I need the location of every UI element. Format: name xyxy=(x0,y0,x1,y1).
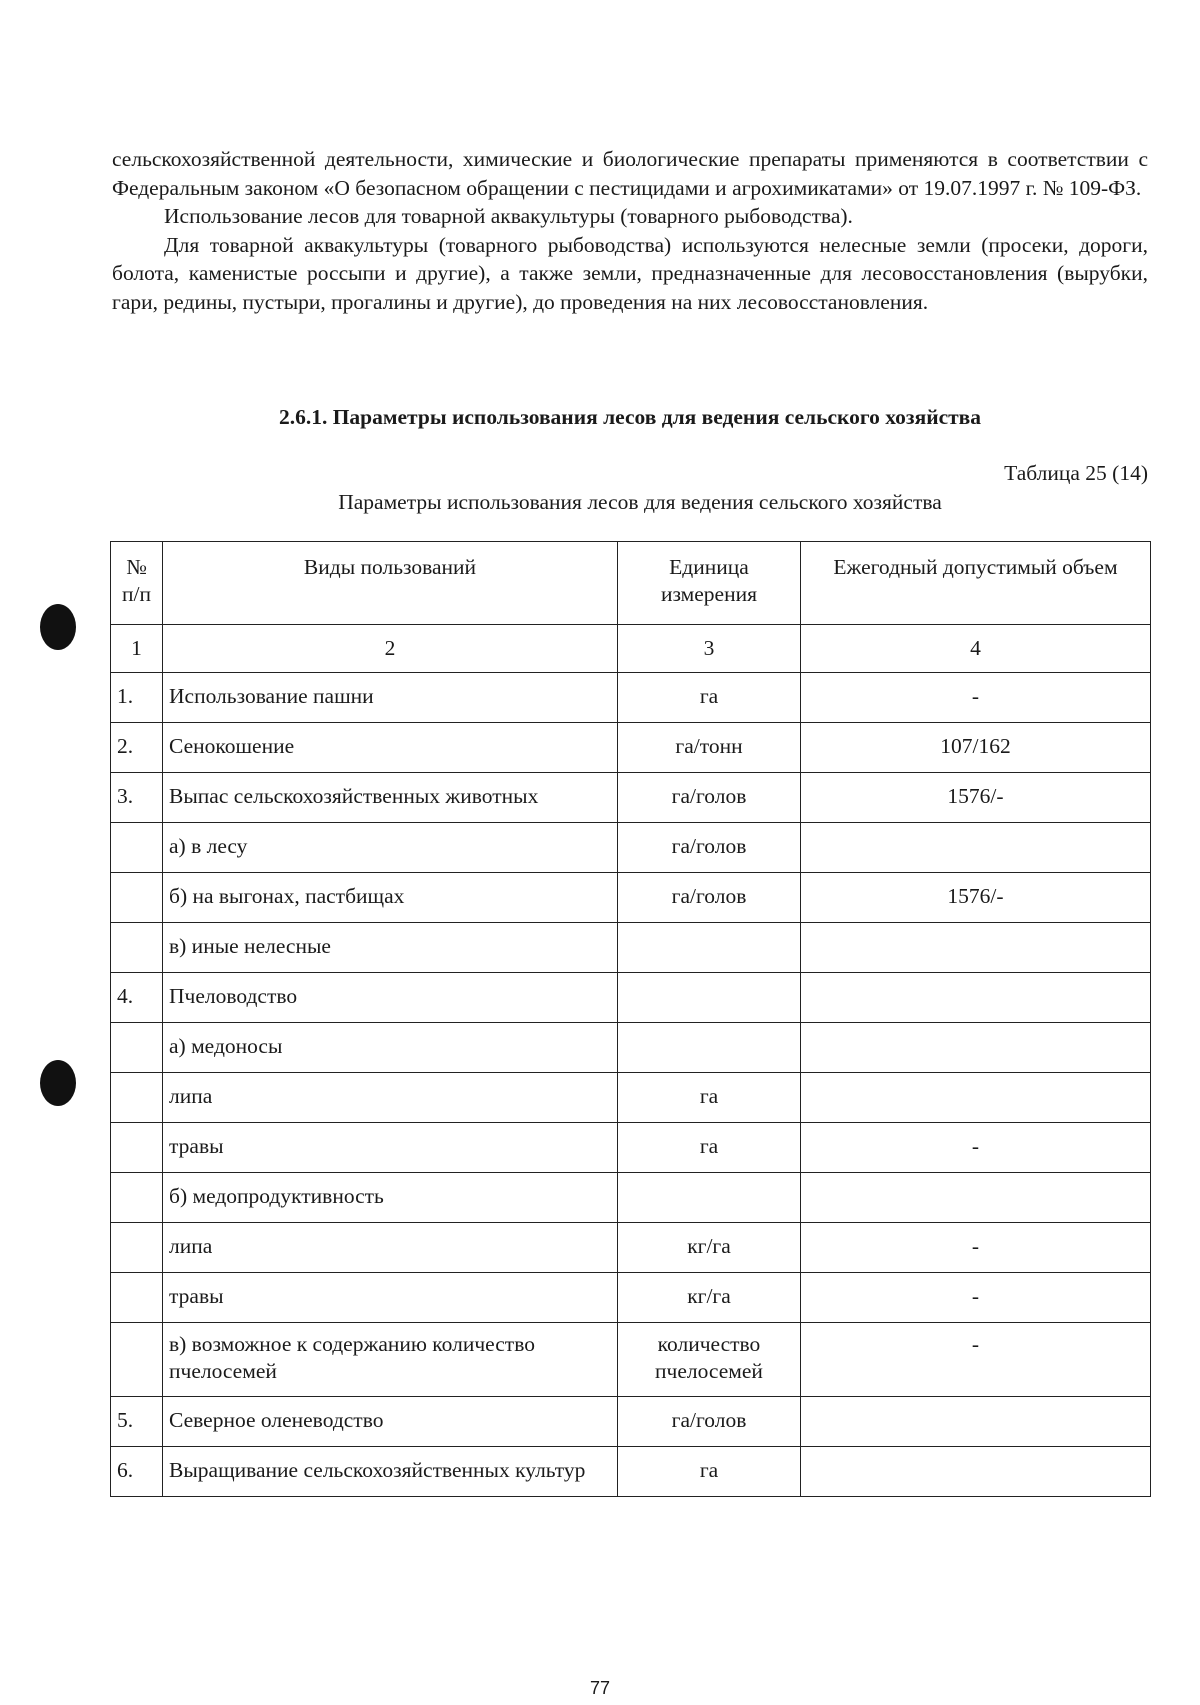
unit-cell: га xyxy=(618,1073,801,1123)
header-cell: Единица измерения xyxy=(618,542,801,625)
usage-type-cell: а) в лесу xyxy=(163,823,618,873)
column-number-cell: 3 xyxy=(618,625,801,673)
table-row xyxy=(111,723,1151,773)
table-title: Параметры использования лесов для ведения сельского хозяйства xyxy=(338,490,942,514)
unit-cell: га/голов xyxy=(618,823,801,873)
volume-cell: 1576/- xyxy=(801,873,1151,923)
table-row xyxy=(111,923,1151,973)
volume-cell xyxy=(801,1073,1151,1123)
volume-cell: - xyxy=(801,1323,1151,1397)
row-number-cell: 3. xyxy=(111,773,163,823)
volume-cell: - xyxy=(801,673,1151,723)
column-number-row xyxy=(111,625,1151,673)
unit-cell xyxy=(618,923,801,973)
volume-cell: 1576/- xyxy=(801,773,1151,823)
unit-cell: га/тонн xyxy=(618,723,801,773)
row-number-cell xyxy=(111,1123,163,1173)
usage-type-cell: Использование пашни xyxy=(163,673,618,723)
usage-type-cell: Сенокошение xyxy=(163,723,618,773)
row-number-cell xyxy=(111,1323,163,1397)
usage-type-cell: в) возможное к содержанию количество пчелосемей xyxy=(163,1323,618,1397)
column-number-cell: 4 xyxy=(801,625,1151,673)
table-row xyxy=(111,873,1151,923)
usage-type-cell: б) медопродуктивность xyxy=(163,1173,618,1223)
unit-cell xyxy=(618,973,801,1023)
row-number-cell xyxy=(111,1273,163,1323)
header-cell: Виды пользований xyxy=(163,542,618,625)
usage-type-cell: Пчеловодство xyxy=(163,973,618,1023)
unit-cell xyxy=(618,1023,801,1073)
table-row xyxy=(111,773,1151,823)
volume-cell xyxy=(801,923,1151,973)
usage-type-cell: липа xyxy=(163,1223,618,1273)
usage-type-cell: липа xyxy=(163,1073,618,1123)
row-number-cell: 1. xyxy=(111,673,163,723)
usage-type-cell: Выращивание сельскохозяйственных культур xyxy=(163,1447,618,1497)
table-row xyxy=(111,1397,1151,1447)
row-number-cell: 2. xyxy=(111,723,163,773)
row-number-cell xyxy=(111,1023,163,1073)
column-number-cell: 2 xyxy=(163,625,618,673)
row-number-cell xyxy=(111,923,163,973)
row-number-cell xyxy=(111,1223,163,1273)
table-row xyxy=(111,1447,1151,1497)
usage-type-cell: травы xyxy=(163,1273,618,1323)
column-number-cell: 1 xyxy=(111,625,163,673)
row-number-cell: 6. xyxy=(111,1447,163,1497)
binder-hole xyxy=(40,604,76,650)
volume-cell xyxy=(801,823,1151,873)
volume-cell xyxy=(801,1173,1151,1223)
table-header-row xyxy=(111,542,1151,625)
volume-cell: - xyxy=(801,1223,1151,1273)
row-number-cell xyxy=(111,873,163,923)
usage-type-cell: а) медоносы xyxy=(163,1023,618,1073)
unit-cell: га/голов xyxy=(618,773,801,823)
unit-cell: кг/га xyxy=(618,1273,801,1323)
usage-type-cell: в) иные нелесные xyxy=(163,923,618,973)
table-row xyxy=(111,823,1151,873)
row-number-cell: 5. xyxy=(111,1397,163,1447)
page-number: 77 xyxy=(589,1678,611,1698)
unit-cell: га/голов xyxy=(618,873,801,923)
volume-cell xyxy=(801,1447,1151,1497)
paragraph: Использование лесов для товарной аквакультуры (товарного рыбоводства). xyxy=(164,204,853,228)
usage-type-cell: травы xyxy=(163,1123,618,1173)
header-cell: № п/п xyxy=(111,542,163,625)
unit-cell: га xyxy=(618,673,801,723)
body-text xyxy=(112,145,1148,316)
unit-cell: количество пчелосемей xyxy=(618,1323,801,1397)
table-row xyxy=(111,1023,1151,1073)
parameters-table xyxy=(110,541,1151,1497)
usage-type-cell: Северное оленеводство xyxy=(163,1397,618,1447)
unit-cell: га/голов xyxy=(618,1397,801,1447)
volume-cell: - xyxy=(801,1123,1151,1173)
unit-cell: кг/га xyxy=(618,1223,801,1273)
table-row xyxy=(111,1123,1151,1173)
table-row xyxy=(111,1173,1151,1223)
row-number-cell xyxy=(111,823,163,873)
usage-type-cell: Выпас сельскохозяйственных животных xyxy=(163,773,618,823)
volume-cell xyxy=(801,1397,1151,1447)
unit-cell xyxy=(618,1173,801,1223)
volume-cell: - xyxy=(801,1273,1151,1323)
volume-cell xyxy=(801,973,1151,1023)
usage-type-cell: б) на выгонах, пастбищах xyxy=(163,873,618,923)
header-cell: Ежегодный допустимый объем xyxy=(801,542,1151,625)
table-row xyxy=(111,1323,1151,1397)
table-row xyxy=(111,673,1151,723)
paragraph: Для товарной аквакультуры (товарного рыбоводства) используются нелесные земли (просеки, дороги, болота, каменистые россыпи и другие), а также земли, предназначенные для лесовосстановления (вырубки, гари, редины, пустыри, прогалины и другие), до проведения на них лесовосстановления. xyxy=(112,232,1148,314)
row-number-cell xyxy=(111,1173,163,1223)
table-row xyxy=(111,973,1151,1023)
table-row xyxy=(111,1223,1151,1273)
volume-cell xyxy=(801,1023,1151,1073)
binder-hole xyxy=(40,1060,76,1106)
unit-cell: га xyxy=(618,1447,801,1497)
table-row xyxy=(111,1073,1151,1123)
section-heading: 2.6.1. Параметры использования лесов для ведения сельского хозяйства xyxy=(278,405,982,429)
unit-cell: га xyxy=(618,1123,801,1173)
table-number: Таблица 25 (14) xyxy=(1004,461,1148,485)
table-row xyxy=(111,1273,1151,1323)
row-number-cell xyxy=(111,1073,163,1123)
row-number-cell: 4. xyxy=(111,973,163,1023)
volume-cell: 107/162 xyxy=(801,723,1151,773)
paragraph: сельскохозяйственной деятельности, химические и биологические препараты применяются в соответствии с Федеральным законом «О безопасном обращении с пестицидами и агрохимикатами» от 19.07.1997 г. № 109-ФЗ. xyxy=(112,147,1148,200)
